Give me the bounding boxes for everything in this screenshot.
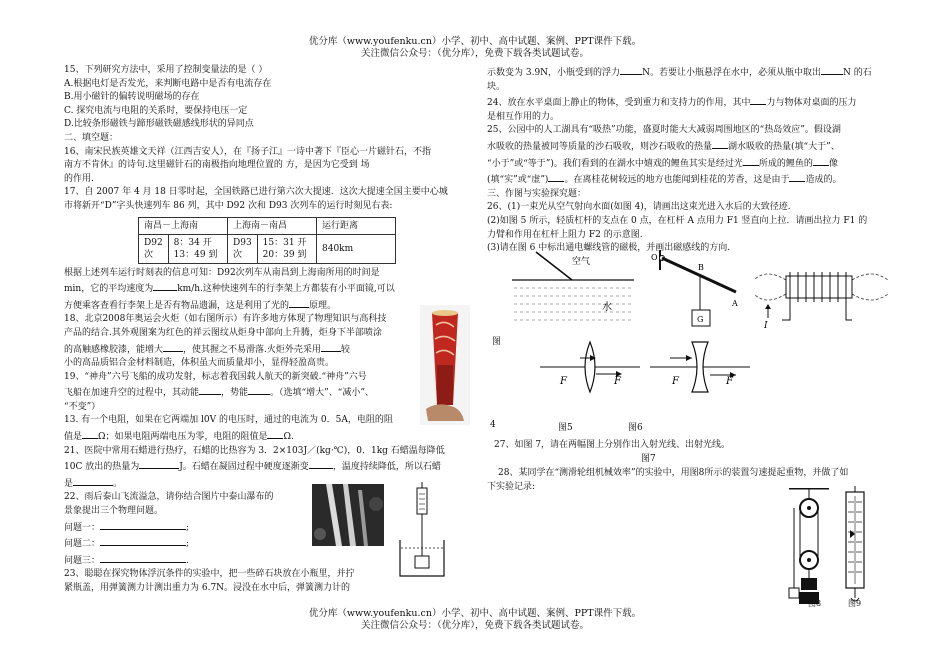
figure-9-spring-scale xyxy=(840,486,870,606)
q15-option-b: B.用小磁针的偏转说明磁场的存在 xyxy=(64,92,200,103)
q26-line2: (2)如图 5 所示，轻质杠杆的支点在 0 点，在杠杆 A 点用力 F1 竖直向上拉．请画出拉力 F1 的 xyxy=(487,215,868,226)
q25-line3: “小于”或“等于”)。我们看到的在湖水中嬉戏的鲤鱼其实是经过光 所成的鲤鱼的 像 xyxy=(487,155,887,172)
q19-line3: “不变”） xyxy=(64,401,101,412)
q23-line2: 紧瓶盖，用弹簧测力计测出重力为 6.7N。浸没在水中后，弹簧测力计的 xyxy=(64,583,351,593)
q17-line4: min，它的平均速度为 km/h.这种快速列车的行李架上方都装有小平面镜,可以 xyxy=(64,280,469,297)
q18-line3: 的高触感橡胶漆，能增大 ，使其握之不易滑落.火炬外壳采用 较 xyxy=(64,341,469,358)
table-d93-times xyxy=(257,234,316,263)
point-a: A xyxy=(732,299,738,308)
q18-line4: 小的高品质铝合金材料制造，体积虽大而质量却小，显得轻盈高贵。 xyxy=(64,358,335,369)
q20-line2: 值是 Ω；如果电阻两端电压为零，电阻的阻值是 Ω. xyxy=(64,428,469,445)
question-one: 问题一： ; xyxy=(64,519,469,536)
q25-line1: 25、公园中的人工湖具有“吸热”功能，盛夏时能大大减弱周围地区的“热岛效应”。假设湖 xyxy=(487,125,841,136)
q24-line2: 是相互作用的力。 xyxy=(487,111,560,122)
weight-g: G xyxy=(697,315,704,324)
figure-5-lever xyxy=(648,250,740,332)
olympic-torch-image xyxy=(420,305,470,425)
q15-option-d: D.比较条形磁铁与蹄形磁铁磁感线形状的异同点 xyxy=(64,119,254,130)
q17-line1: 17、自 2007 年 4 月 18 日零时起，全国铁路已进行第六次大提速．这次大提速全国主要中心城 xyxy=(64,187,448,198)
q16-line1: 16、南宋民族英雄文天祥（江西吉安人），在『扬子江』一诗中著下『臣心一片磁针石，不指 xyxy=(64,146,431,157)
q19-line1: 19、“神舟”六号飞船的成功发射，标志着我国载人航天的新突破.“神舟”六号 xyxy=(64,371,367,382)
table-header-1: 南昌－上海南 xyxy=(139,217,228,234)
spring-scale-beaker-image xyxy=(395,482,450,582)
table-d93: D93次 xyxy=(228,234,258,263)
figure-7-lenses xyxy=(540,340,750,394)
section-fill-blank: 二、填空题： xyxy=(64,132,119,143)
focus-f4: F xyxy=(726,376,733,387)
d92-arrive: 13：49 到 xyxy=(173,249,218,260)
question-two: 问题二： ; xyxy=(64,535,469,552)
q18-line1: 18、北京2008年奥运会火炬（如右图所示）有许多地方体现了物理知识与高科技 xyxy=(64,314,387,325)
q22-line2: 景象提出三个物理问题。 xyxy=(64,506,164,517)
q25-line2: 水吸收的热量被同等质量的沙石吸收，则沙石吸收的热量 湖水吸收的热量(填“大于”、 xyxy=(487,138,887,155)
table-d92-times xyxy=(168,234,227,263)
focus-f1: F xyxy=(560,376,567,387)
q21-line2: 10C 放出的热量为 J。石蜡在凝固过程中硬度逐渐变 ，温度持续降低，所以石蜡 xyxy=(64,458,469,475)
q25-line4: (填“实”或“虚”) 。在离桂花树较远的地方也能闻到桂花的芳香，这是由于 造成的。 xyxy=(487,171,887,188)
figure-4-refraction xyxy=(512,250,634,330)
q26-line4: (3)请在图 6 中标出通电螺线管的磁极，并画出磁感线的方向. xyxy=(487,243,731,254)
fig-4-number: 4 xyxy=(490,420,496,430)
fig-6-label: 图6 xyxy=(628,423,643,433)
q23-line4: 块。 xyxy=(487,81,506,92)
q28-line2: 下实验记录: xyxy=(487,482,536,492)
current-i: I xyxy=(764,321,768,331)
q24-line1: 24、放在水平桌面上静止的物体，受到重力和支持力的作用，其中 力与物体对桌面的压力 xyxy=(487,94,887,111)
fig-word: 图 xyxy=(492,337,502,347)
footer-line2: 关注微信公众号：（优分库），免费下载各类试题试卷。 xyxy=(360,620,589,631)
right-column xyxy=(487,64,887,256)
point-b: B xyxy=(698,263,704,272)
d93-arrive: 20：39 到 xyxy=(262,249,307,260)
q21-line1: 21、医院中常用石蜡进行热疗，石蜡的比热容为 3．2×103J／(kg·℃)，0．1kg 石蜡温每降低 xyxy=(64,445,445,456)
train-timetable xyxy=(138,217,396,264)
q17-line3: 根据上述列车运行时刻表的信息可知：D92次列车从南昌到上海南所用的时间是 xyxy=(64,267,380,278)
waterfall-image xyxy=(312,484,384,546)
q22-line1: 22、雨后泰山飞流溢急，请你结合图片中泰山瀑布的 xyxy=(64,492,274,503)
page-footer xyxy=(0,608,950,632)
q21-line3: 是 。 xyxy=(64,475,469,492)
figure-6-solenoid xyxy=(752,258,892,334)
point-o: O xyxy=(651,253,658,262)
fig-5-label: 图5 xyxy=(558,423,573,433)
question-three: 问题三： . xyxy=(64,552,469,569)
q19-line2: 飞船在加速升空的过程中，其动能 ，势能 。（选填“增大”、“减小”、 xyxy=(64,384,469,401)
q17-line5: 方便乘客查看行李架上是否有物品遗漏，这是利用了光的 原理。 xyxy=(64,297,469,314)
table-header-2: 上海南－南昌 xyxy=(228,217,317,234)
fig-8-label: 图8 xyxy=(808,599,822,608)
q15-option-c: C. 探究电流与电阻的关系时，要保持电压一定 xyxy=(64,105,248,116)
q16-line2: 南方不肯休』的诗句.这里磁针石的南极指向地理位置的 方，是因为它受到 场 xyxy=(64,160,370,171)
q15-option-a: A.根据电灯是否发光，来判断电路中是否有电流存在 xyxy=(64,78,272,89)
focus-f3: F xyxy=(672,376,679,387)
table-distance: 840km xyxy=(317,234,396,263)
focus-f2: F xyxy=(614,376,621,387)
q26-line3: 力臂和作用在杠杆上阻力 F2 的示意图. xyxy=(487,229,643,240)
fig-7-label: 图7 xyxy=(641,454,656,464)
q16-line3: 的作用. xyxy=(64,173,94,184)
header-line1: 优分库（www.youfenku.cn）小学、初中、高中试题、案例、PPT课件下载。 xyxy=(308,36,642,47)
q27: 27、如图 7，请在两幅图上分别作出入射光线、出射光线。 xyxy=(494,440,731,450)
header-line2: 关注微信公众号：（优分库），免费下载各类试题试卷。 xyxy=(360,48,589,59)
section-drawing: 三、作图与实验探究题： xyxy=(487,188,587,199)
q17-line2: 市将新开“D”字头快速列车 86 列，其中 D92 次和 D93 次列车的运行时刻见右表: xyxy=(64,200,393,211)
q23-line1: 23、聪聪在探究物体浮沉条件的实验中，把一些碎石块放在小瓶里，并拧 xyxy=(64,569,355,580)
q15: 15、下列研究方法中，采用了控制变量法的是（ ） xyxy=(64,65,268,75)
q18-line2: 产品的结合.其外观图案为红色的祥云图纹从炬身中部向上升腾，炬身下半部喷涂 xyxy=(64,327,382,338)
q20-line1: 13. 有一个电阻，如果在它两端加 l0V 的电压时，通过的电流为 0．5A，电阻的阻 xyxy=(64,415,393,426)
table-d92: D92次 xyxy=(139,234,169,263)
fig-9-label: 图9 xyxy=(848,599,862,608)
q23-line3: 示数变为 3.9N，小瓶受到的浮力 N。若要让小瓶悬浮在水中，必须从瓶中取出 N 的石 xyxy=(487,64,887,81)
air-label: 空气 xyxy=(572,257,591,267)
footer-line1: 优分库（www.youfenku.cn）小学、初中、高中试题、案例、PPT课件下载。 xyxy=(308,608,642,619)
table-header-3: 运行距离 xyxy=(317,217,396,234)
q26-line1: 26、(1)一束光从空气射向水面(如图 4)，请画出这束光进入水后的大致径迹. xyxy=(487,202,791,213)
page-header xyxy=(0,36,950,60)
d93-depart: 15：31 开 xyxy=(262,237,307,248)
water-label: 水 xyxy=(602,302,612,313)
d92-depart: 8：34 开 xyxy=(173,237,212,248)
figure-8-pulley xyxy=(785,488,833,610)
q28-line1: 28、某同学在“测滑轮组机械效率”的实验中，用图8所示的装置匀速提起重物，并做了如 xyxy=(498,468,849,478)
